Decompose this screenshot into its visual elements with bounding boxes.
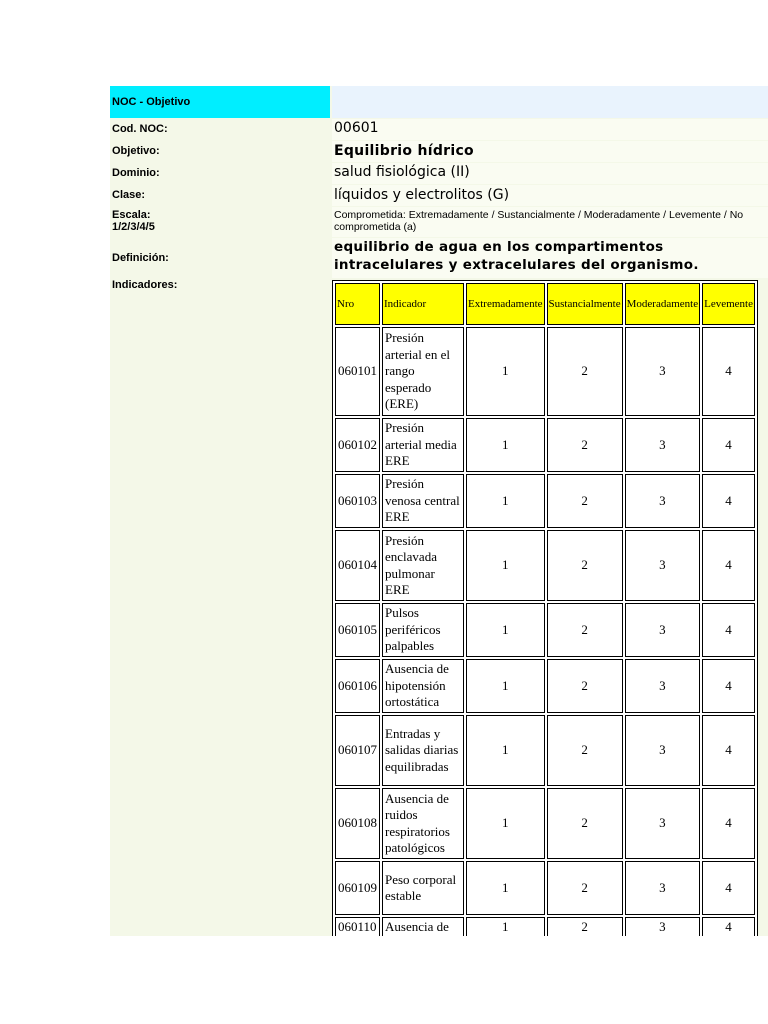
score-sustancialmente: 2: [547, 917, 623, 936]
score-moderadamente: 3: [625, 788, 700, 859]
escala-label-values: 1/2/3/4/5: [112, 221, 155, 233]
indicator-name: Ausencia de: [382, 917, 464, 936]
table-row: [335, 659, 755, 713]
table-row: [335, 715, 755, 786]
score-moderadamente: 3: [625, 530, 700, 601]
indicator-name: Presión arterial en el rango esperado (ERE): [382, 327, 464, 416]
indicator-number: 060101: [335, 327, 380, 416]
indicator-name: Ausencia de ruidos respiratorios patológicos: [382, 788, 464, 859]
score-extremadamente: 1: [466, 715, 545, 786]
clase-label: Clase:: [110, 185, 330, 206]
score-levemente: 4: [702, 530, 755, 601]
score-extremadamente: 1: [466, 474, 545, 528]
score-sustancialmente: 2: [547, 603, 623, 657]
indicator-number: 060106: [335, 659, 380, 713]
header-label: NOC - Objetivo: [110, 86, 330, 118]
score-levemente: 4: [702, 861, 755, 915]
indicator-name: Ausencia de hipotensión ortostática: [382, 659, 464, 713]
objetivo-label: Objetivo:: [110, 141, 330, 162]
table-row: [335, 917, 755, 936]
score-extremadamente: 1: [466, 917, 545, 936]
score-moderadamente: 3: [625, 418, 700, 472]
table-row: [335, 418, 755, 472]
score-levemente: 4: [702, 418, 755, 472]
indicator-number: 060102: [335, 418, 380, 472]
indicator-number: 060110: [335, 917, 380, 936]
column-header-levemente: Levemente: [702, 283, 755, 325]
indicator-name: Presión enclavada pulmonar ERE: [382, 530, 464, 601]
score-levemente: 4: [702, 474, 755, 528]
header-value: [332, 86, 768, 118]
indicator-name: Pulsos periféricos palpables: [382, 603, 464, 657]
dominio-value: salud fisiológica (II): [332, 163, 768, 184]
table-row: [335, 327, 755, 416]
table-row: [335, 603, 755, 657]
table-row: [335, 474, 755, 528]
score-extremadamente: 1: [466, 659, 545, 713]
score-sustancialmente: 2: [547, 788, 623, 859]
definicion-label: Definición:: [110, 238, 330, 278]
indicator-number: 060103: [335, 474, 380, 528]
score-moderadamente: 3: [625, 603, 700, 657]
indicator-number: 060109: [335, 861, 380, 915]
score-extremadamente: 1: [466, 418, 545, 472]
table-row: [335, 861, 755, 915]
indicators-table: [332, 280, 758, 936]
indicator-number: 060108: [335, 788, 380, 859]
table-header-row: [335, 283, 755, 325]
indicator-name: Peso corporal estable: [382, 861, 464, 915]
score-moderadamente: 3: [625, 917, 700, 936]
score-moderadamente: 3: [625, 715, 700, 786]
score-levemente: 4: [702, 659, 755, 713]
score-extremadamente: 1: [466, 327, 545, 416]
score-moderadamente: 3: [625, 474, 700, 528]
column-header-indicador: Indicador: [382, 283, 464, 325]
escala-value: Comprometida: Extremadamente / Sustancialmente / Moderadamente / Levemente / No comprometida (a): [332, 207, 768, 237]
noc-form: [110, 86, 768, 936]
score-sustancialmente: 2: [547, 659, 623, 713]
indicator-number: 060107: [335, 715, 380, 786]
score-sustancialmente: 2: [547, 715, 623, 786]
dominio-label: Dominio:: [110, 163, 330, 184]
score-moderadamente: 3: [625, 659, 700, 713]
definicion-value: equilibrio de agua en los compartimentos intracelulares y extracelulares del organismo.: [332, 238, 768, 278]
column-header-sustancialmente: Sustancialmente: [547, 283, 623, 325]
indicator-name: Entradas y salidas diarias equilibradas: [382, 715, 464, 786]
score-extremadamente: 1: [466, 788, 545, 859]
indicadores-label: Indicadores:: [110, 279, 330, 936]
score-extremadamente: 1: [466, 861, 545, 915]
score-sustancialmente: 2: [547, 474, 623, 528]
indicator-name: Presión venosa central ERE: [382, 474, 464, 528]
score-sustancialmente: 2: [547, 530, 623, 601]
score-levemente: 4: [702, 603, 755, 657]
indicator-name: Presión arterial media ERE: [382, 418, 464, 472]
objetivo-value: Equilibrio hídrico: [332, 141, 768, 162]
indicator-number: 060104: [335, 530, 380, 601]
score-sustancialmente: 2: [547, 861, 623, 915]
escala-label: [110, 207, 330, 237]
score-moderadamente: 3: [625, 861, 700, 915]
column-header-moderadamente: Moderadamente: [625, 283, 700, 325]
indicator-number: 060105: [335, 603, 380, 657]
cod-noc-label: Cod. NOC:: [110, 119, 330, 140]
escala-label-title: Escala:: [112, 209, 151, 221]
score-sustancialmente: 2: [547, 327, 623, 416]
score-levemente: 4: [702, 327, 755, 416]
clase-value: líquidos y electrolitos (G): [332, 185, 768, 206]
column-header-nro: Nro: [335, 283, 380, 325]
score-levemente: 4: [702, 917, 755, 936]
score-moderadamente: 3: [625, 327, 700, 416]
score-extremadamente: 1: [466, 530, 545, 601]
table-row: [335, 788, 755, 859]
score-extremadamente: 1: [466, 603, 545, 657]
score-sustancialmente: 2: [547, 418, 623, 472]
table-row: [335, 530, 755, 601]
score-levemente: 4: [702, 715, 755, 786]
column-header-extremadamente: Extremadamente: [466, 283, 545, 325]
score-levemente: 4: [702, 788, 755, 859]
cod-noc-value: 00601: [332, 119, 768, 140]
